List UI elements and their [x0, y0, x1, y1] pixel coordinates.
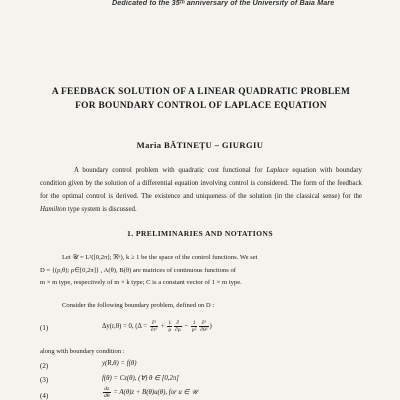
- equation-2: y(R,θ) = f(θ): [102, 360, 137, 367]
- paragraph-domain: D = {(ρ,θ); ρ∈[0,2π]} , A(θ), B(θ) are matrices of continuous functions of: [40, 267, 236, 274]
- abstract: [40, 164, 362, 216]
- equation-4-number: (4): [40, 392, 49, 400]
- fraction: $\frac{\partial}{\partial\rho}$: [175, 320, 181, 333]
- abstract-laplace: Laplace: [266, 167, 289, 174]
- abstract-text-2: equation with boundary condition given by the solution of a differential equation involving control is considered. The form of the feedback for the optimal control is derived. The existence and uniqueness of the solution (in the classical sense) for the: [40, 167, 362, 201]
- paragraph-matrices: m × m type, respectively of m × k type; C is a constant vector of 1 × m type.: [40, 279, 242, 286]
- paragraph-control-space: Let 𝒰 = L²([0,2π]; ℜᵏ), k ≥ 1 be the space of the control functions. We set: [62, 254, 258, 261]
- equation-3: f(θ) = Cz(θ), (∀) θ ∈ [0,2π]: [102, 375, 179, 382]
- author-name: Maria BĂTINEȚU – GIURGIU: [136, 140, 264, 150]
- equation-1-number: (1): [40, 324, 49, 332]
- fraction: $\frac{\text{∂²}}{\text{∂r²}}$: [150, 320, 158, 333]
- abstract-hamilton: Hamilton: [40, 206, 67, 214]
- boundary-condition-intro: along with boundary condition :: [40, 348, 125, 355]
- fraction: $\frac{1}{\rho}$: [168, 320, 172, 333]
- paper-title-line-2: FOR BOUNDARY CONTROL OF LAPLACE EQUATION: [75, 101, 327, 111]
- paragraph-boundary-problem: Consider the following boundary problem, defined on D :: [62, 302, 215, 309]
- abstract-text-3: type system is discussed.: [66, 206, 137, 214]
- paper-title-line-1: A FEEDBACK SOLUTION OF A LINEAR QUADRATIC PROBLEM: [51, 87, 351, 97]
- fraction: $\frac{1}{\text{ρ²}}$: [191, 320, 197, 333]
- fraction: $\frac{dz}{d\theta}$: [104, 386, 110, 399]
- section-heading: 1. PRELIMINARIES AND NOTATIONS: [127, 229, 273, 238]
- dedication-header: Dedicated to the 35ᵗʰ anniversary of the University of Baia Mare: [112, 0, 335, 7]
- equation-3-number: (3): [40, 376, 49, 384]
- fraction: $\frac{\text{∂²}}{\text{∂θ²}}$: [200, 320, 208, 333]
- equation-1: Δy(r,θ) = 0, (Δ = $\frac{\text{∂²}}{\text{∂r²}}$ + $\frac{1}{\rho}$ $\frac{\partial}{\partial\rho}$ − $\frac{1}{\text{ρ²}}$ $\frac{\text{∂²}}{\text{∂θ²}}$ ): [102, 320, 212, 333]
- equation-2-number: (2): [40, 362, 49, 370]
- abstract-text-1: A boundary control problem with quadratic cost functional for: [74, 167, 267, 174]
- equation-4: $\frac{dz}{d\theta}$ = A(θ)z + B(θ)u(θ), for u ∈ 𝒰: [104, 386, 198, 399]
